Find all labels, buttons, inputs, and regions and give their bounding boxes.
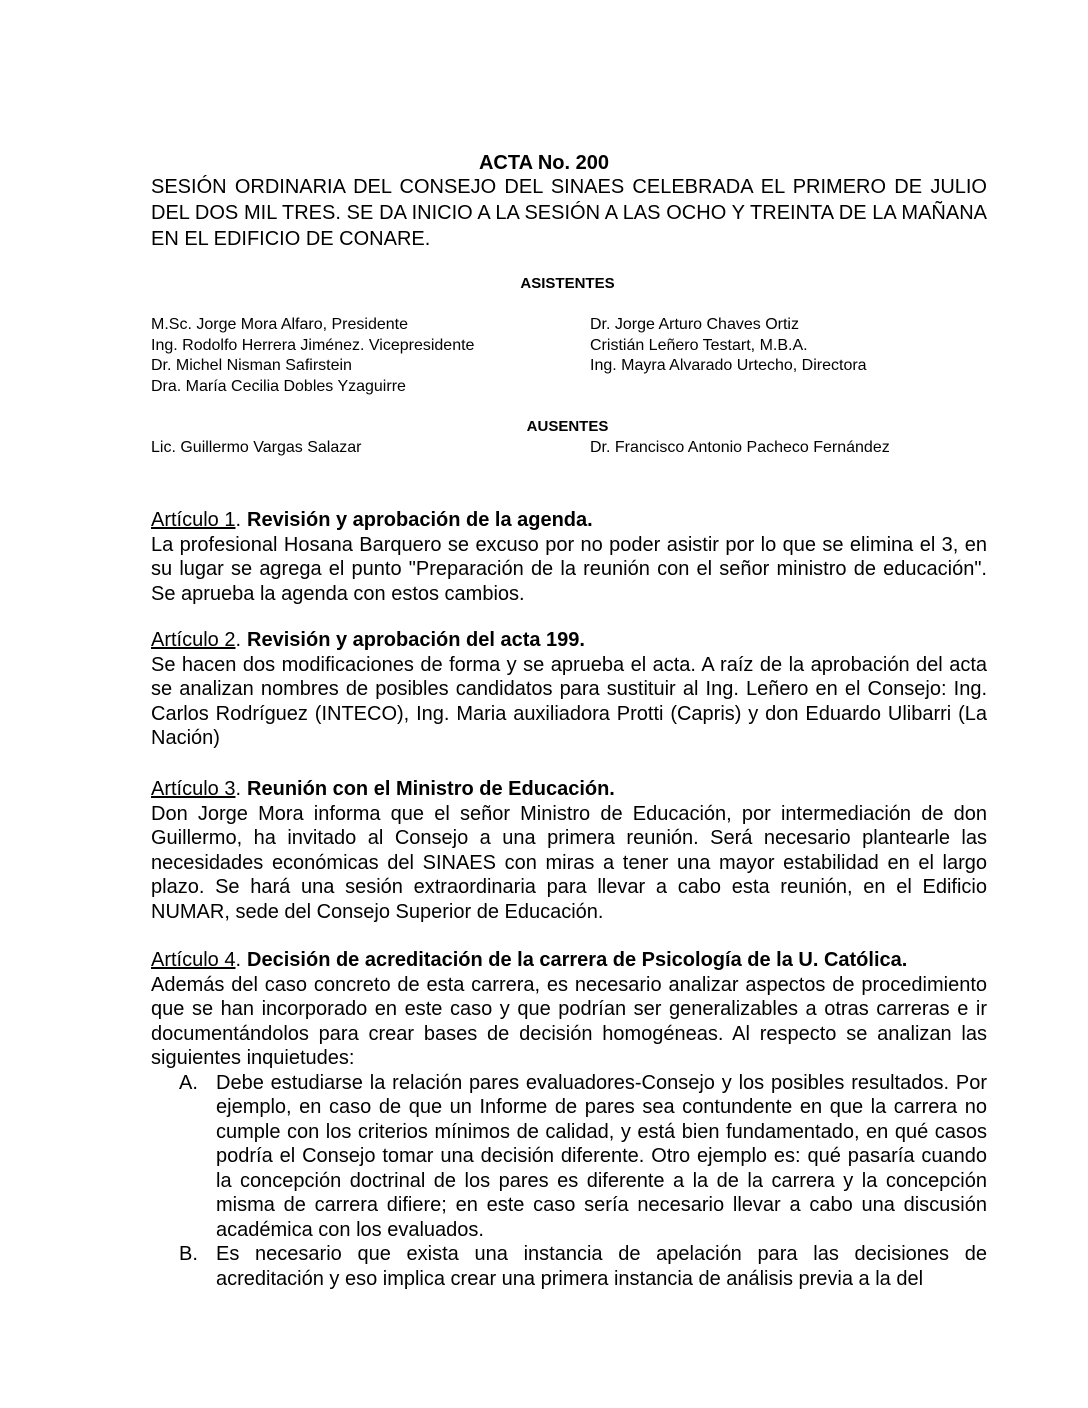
concerns-list <box>151 1071 987 1292</box>
page-title: ACTA No. 200 <box>478 152 610 174</box>
article-number: Artículo 3 <box>151 778 236 800</box>
article-number: Artículo 4 <box>151 949 236 971</box>
absentee-name: Lic. Guillermo Vargas Salazar <box>151 439 362 456</box>
attendee-name: Dr. Michel Nisman Safirstein <box>151 357 352 374</box>
article-title: Revisión y aprobación de la agenda. <box>247 509 593 531</box>
absentees-left-column <box>151 438 361 459</box>
article-heading: Artículo 3. Reunión con el Ministro de Educación. <box>151 778 615 800</box>
article-title: Reunión con el Ministro de Educación. <box>247 778 615 800</box>
article-heading: Artículo 2. Revisión y aprobación del acta 199. <box>151 629 585 651</box>
article-3 <box>151 777 987 924</box>
list-item <box>151 1242 987 1291</box>
article-body: Don Jorge Mora informa que el señor Ministro de Educación, por intermediación de don Guillermo, ha invitado al Consejo a una primera reunión. Será necesario plantearle las necesidades económicas del SINAES con miras a tener una mayor estabilidad en el largo plazo. Se hará una sesión extraordinaria para llevar a cabo esta reunión, en el Edificio NUMAR, sede del Consejo Superior de Educación. <box>151 802 987 923</box>
list-item <box>151 1071 987 1243</box>
article-heading: Artículo 1. Revisión y aprobación de la agenda. <box>151 509 593 531</box>
attendee-name: Dra. María Cecilia Dobles Yzaguirre <box>151 377 406 395</box>
list-item-text: Debe estudiarse la relación pares evaluadores-Consejo y los posibles resultados. Por ejemplo, en caso de que un Informe de pares sea contundente en que la carrera no cumple con los criterios mínimos de calidad, y está bien fundamentado, en qué casos podría el Consejo tomar una decisión diferente. Otro ejemplo es: qué pasaría cuando la concepción doctrinal de los pares es diferente a la de la carrera y la concepción misma de carrera difiere; en este caso sería necesario llevar a cabo una discusión académica con los evaluados. <box>216 1071 987 1241</box>
list-item-text: Es necesario que exista una instancia de apelación para las decisiones de acreditación y eso implica crear una primera instancia de análisis previa a la del <box>216 1243 987 1290</box>
absentee-name: Dr. Francisco Antonio Pacheco Fernández <box>590 439 890 456</box>
article-heading: Artículo 4. Decisión de acreditación de la carrera de Psicología de la U. Católica. <box>151 949 908 971</box>
list-marker: A. <box>179 1071 198 1094</box>
attendee-name: Ing. Rodolfo Herrera Jiménez. Vicepresidente <box>151 336 475 354</box>
attendee-name: Ing. Mayra Alvarado Urtecho, Directora <box>590 357 867 374</box>
article-number: Artículo 2 <box>151 629 236 651</box>
absentees-heading: AUSENTES <box>526 418 609 435</box>
article-title: Decisión de acreditación de la carrera de Psicología de la U. Católica. <box>247 949 908 971</box>
article-number: Artículo 1 <box>151 509 236 531</box>
list-marker: B. <box>179 1243 198 1265</box>
attendee-name: Dr. Jorge Arturo Chaves Ortiz <box>590 316 799 333</box>
session-intro: SESIÓN ORDINARIA DEL CONSEJO DEL SINAES CELEBRADA EL PRIMERO DE JULIO DEL DOS MIL TRES. SE DA INICIO A LA SESIÓN A LAS OCHO Y TREINTA DE LA MAÑANA EN EL EDIFICIO DE CONARE. <box>151 176 987 250</box>
article-1 <box>151 508 987 606</box>
attendees-right-column <box>590 315 867 377</box>
attendees-heading: ASISTENTES <box>520 275 615 292</box>
attendee-name: Cristián Leñero Testart, M.B.A. <box>590 336 808 354</box>
article-title: Revisión y aprobación del acta 199. <box>247 629 585 651</box>
article-2 <box>151 628 987 751</box>
article-4 <box>151 948 987 1291</box>
absentees-right-column <box>590 438 890 459</box>
article-body: La profesional Hosana Barquero se excuso por no poder asistir por lo que se elimina el 3, en su lugar se agrega el punto "Preparación de la reunión con el señor ministro de educación". Se aprueba la agenda con estos cambios. <box>151 533 987 605</box>
article-body: Además del caso concreto de esta carrera, es necesario analizar aspectos de procedimiento que se han incorporado en este caso y que podrían ser generalizables a otras carreras e ir documentándolos para crear bases de decisión homogéneas. Al respecto se analizan las siguientes inquietudes: <box>151 973 987 1069</box>
attendees-left-column <box>151 315 474 397</box>
attendee-name: M.Sc. Jorge Mora Alfaro, Presidente <box>151 316 408 333</box>
article-body: Se hacen dos modificaciones de forma y se aprueba el acta. A raíz de la aprobación del acta se analizan nombres de posibles candidatos para sustituir al Ing. Leñero en el Consejo: Ing. Carlos Rodríguez (INTECO), Ing. Maria auxiliadora Protti (Capris) y don Eduardo Ulibarri (La Nación) <box>151 653 987 749</box>
